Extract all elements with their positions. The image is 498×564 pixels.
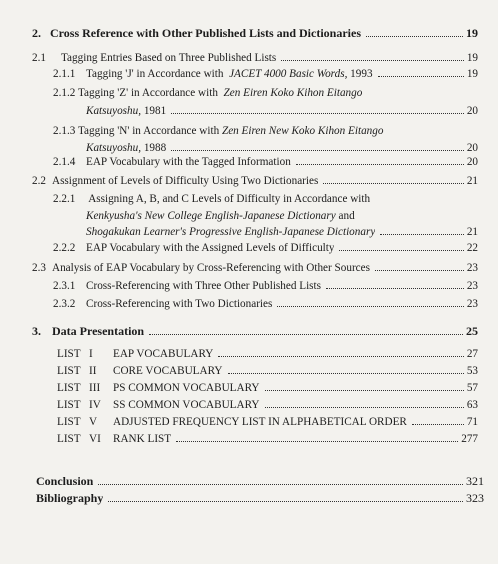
page-number: 20	[466, 156, 478, 168]
section-number: 2.2.1	[53, 193, 76, 205]
page-number: 19	[466, 68, 478, 80]
section-number: 2.1.1	[53, 68, 76, 80]
toc-entry-2-1-3-line1	[53, 124, 383, 138]
section-title-continued: Katsuyoshu, 1988	[86, 142, 167, 154]
section-title: Bibliography	[36, 491, 104, 505]
page-number: 63	[466, 399, 478, 411]
section-number: 2.3	[32, 262, 46, 274]
section-number: 2.1	[32, 52, 46, 64]
section-title: Conclusion	[36, 474, 94, 488]
section-title: Cross-Referencing with Three Other Published Lists	[86, 280, 321, 292]
dot-leader	[171, 113, 464, 114]
list-title: CORE VOCABULARY	[113, 365, 223, 377]
dot-leader	[412, 424, 464, 425]
page-number: 27	[466, 348, 478, 360]
section-title: Tagging Entries Based on Three Published Lists	[61, 52, 277, 64]
list-label: LIST	[57, 399, 81, 411]
page-number: 71	[466, 416, 478, 428]
page-number: 22	[466, 242, 478, 254]
toc-entry-2-3-2	[53, 297, 478, 311]
page-number: 323	[466, 491, 484, 505]
toc-entry-list-4	[57, 398, 478, 412]
section-title: Cross Reference with Other Published Lists and Dictionaries	[50, 26, 361, 40]
page-number: 21	[466, 175, 478, 187]
page-number: 277	[461, 433, 478, 445]
list-title: PS COMMON VOCABULARY	[113, 382, 260, 394]
dot-leader	[380, 234, 464, 235]
dot-leader	[378, 76, 464, 77]
section-number: 2.1.2	[53, 87, 76, 99]
section-title: Assignment of Levels of Difficulty Using Two Dictionaries	[52, 175, 319, 187]
section-number: 3.	[32, 324, 41, 338]
list-roman-numeral: III	[89, 382, 101, 394]
toc-entry-section-2	[32, 26, 478, 40]
dot-leader	[323, 183, 463, 184]
toc-entry-2-1-2-line1	[53, 86, 362, 100]
page-number: 19	[466, 26, 478, 40]
toc-entry-list-1	[57, 347, 478, 361]
toc-entry-2-2-2	[53, 241, 478, 255]
list-roman-numeral: V	[89, 416, 98, 428]
toc-entry-2-3	[32, 261, 478, 275]
section-title-continued: Shogakukan Learner's Progressive English-Japanese Dictionary	[86, 226, 376, 238]
toc-entry-2-1-1	[53, 67, 478, 81]
list-title: SS COMMON VOCABULARY	[113, 399, 260, 411]
toc-entry-2-1-4	[53, 155, 478, 169]
italic-title: JACET 4000 Basic Words,	[229, 68, 348, 80]
page-number: 19	[466, 52, 478, 64]
section-number: 2.	[32, 26, 41, 40]
section-number: 2.2	[32, 175, 46, 187]
list-label: LIST	[57, 433, 81, 445]
list-roman-numeral: IV	[89, 399, 101, 411]
page-number: 23	[466, 298, 478, 310]
italic-title: Zen Eiren New Koko Kihon Eitango	[221, 125, 384, 137]
toc-entry-2-2-1-line1	[53, 192, 370, 206]
toc-entry-conclusion	[36, 474, 484, 488]
dot-leader	[281, 60, 464, 61]
list-roman-numeral: I	[89, 348, 93, 360]
dot-leader	[98, 484, 463, 485]
dot-leader	[218, 356, 463, 357]
list-title: EAP VOCABULARY	[113, 348, 214, 360]
toc-entry-2-2-1-line3	[86, 225, 478, 239]
toc-entry-list-2	[57, 364, 478, 378]
page-number: 57	[466, 382, 478, 394]
page-number: 25	[466, 324, 478, 338]
page-number: 53	[466, 365, 478, 377]
page-number: 23	[466, 262, 478, 274]
dot-leader	[265, 390, 464, 391]
section-title: Data Presentation	[52, 324, 145, 338]
section-number: 2.1.4	[53, 156, 76, 168]
toc-entry-section-3	[32, 324, 478, 338]
section-title: Analysis of EAP Vocabulary by Cross-Referencing with Other Sources	[52, 262, 370, 274]
section-title: Tagging 'J' in Accordance with JACET 4000 Basic Words, 1993	[86, 68, 373, 80]
section-number: 2.3.1	[53, 280, 76, 292]
dot-leader	[375, 270, 464, 271]
page-number: 321	[466, 474, 484, 488]
dot-leader	[108, 501, 463, 502]
dot-leader	[296, 164, 464, 165]
dot-leader	[326, 288, 464, 289]
section-number: 2.2.2	[53, 242, 76, 254]
toc-entry-2-1-2-line2	[86, 104, 478, 118]
list-title: ADJUSTED FREQUENCY LIST IN ALPHABETICAL ORDER	[113, 416, 407, 428]
section-title: EAP Vocabulary with the Assigned Levels of Difficulty	[86, 242, 335, 254]
section-title: EAP Vocabulary with the Tagged Information	[86, 156, 291, 168]
section-title: Tagging 'N' in Accordance with	[77, 125, 220, 137]
section-title: Assigning A, B, and C Levels of Difficulty in Accordance with	[88, 193, 371, 205]
list-label: LIST	[57, 348, 81, 360]
list-label: LIST	[57, 365, 81, 377]
dot-leader	[149, 334, 463, 335]
toc-entry-list-3	[57, 381, 478, 395]
list-label: LIST	[57, 416, 81, 428]
list-roman-numeral: II	[89, 365, 97, 377]
toc-entry-list-5	[57, 415, 478, 429]
page-number: 20	[466, 105, 478, 117]
dot-leader	[265, 407, 464, 408]
toc-entry-list-6	[57, 432, 478, 446]
page-number: 21	[466, 226, 478, 238]
section-number: 2.1.3	[53, 125, 76, 137]
dot-leader	[176, 441, 458, 442]
dot-leader	[228, 373, 464, 374]
toc-entry-2-1-3-line2	[86, 141, 478, 155]
toc-entry-2-2-1-line2: Kenkyusha's New College English-Japanese Dictionary and	[86, 210, 355, 222]
section-number: 2.3.2	[53, 298, 76, 310]
italic-title: Zen Eiren Koko Kihon Eitango	[223, 87, 363, 99]
list-label: LIST	[57, 382, 81, 394]
page-number: 20	[466, 142, 478, 154]
list-title: RANK LIST	[113, 433, 172, 445]
toc-entry-bibliography	[36, 491, 484, 505]
toc-entry-2-1	[32, 51, 478, 65]
dot-leader	[339, 250, 463, 251]
dot-leader	[277, 306, 463, 307]
italic-title: Kenkyusha's New College English-Japanese Dictionary	[86, 210, 336, 222]
dot-leader	[171, 150, 464, 151]
page-number: 23	[466, 280, 478, 292]
section-title-continued: Katsuyoshu, 1981	[86, 105, 167, 117]
section-title: Tagging 'Z' in Accordance with	[77, 87, 218, 99]
toc-entry-2-3-1	[53, 279, 478, 293]
list-roman-numeral: VI	[89, 433, 101, 445]
section-title: Cross-Referencing with Two Dictionaries	[86, 298, 273, 310]
dot-leader	[366, 36, 463, 37]
toc-entry-2-2	[32, 174, 478, 188]
